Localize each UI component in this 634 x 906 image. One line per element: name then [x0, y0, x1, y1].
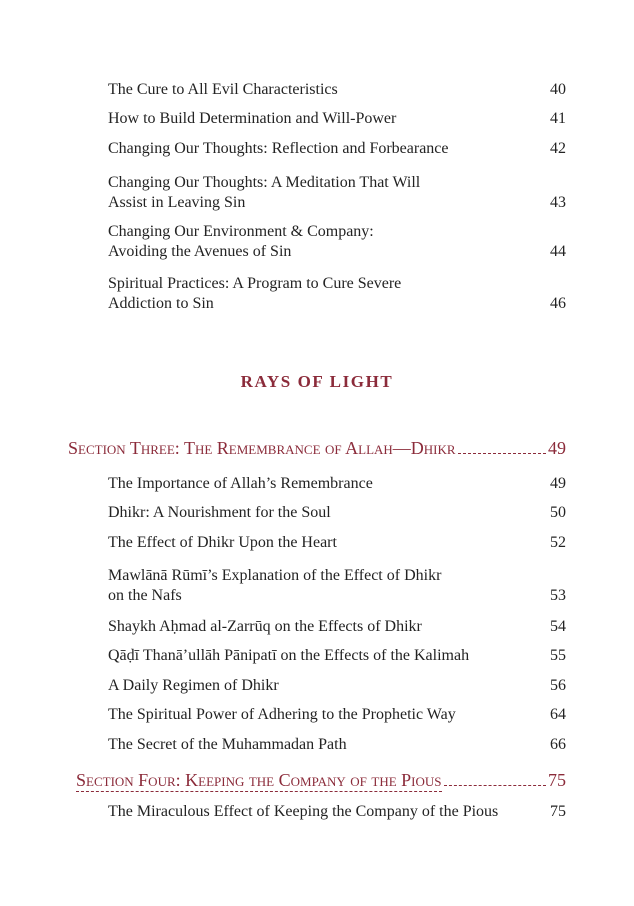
entry-page: 52	[550, 534, 566, 551]
toc-entry	[108, 802, 566, 822]
entry-title: The Secret of the Muhammadan Path	[108, 736, 347, 753]
section-four-heading	[76, 770, 566, 792]
toc-entry	[108, 474, 566, 494]
toc-entry	[108, 735, 566, 755]
entry-title-line2: Avoiding the Avenues of Sin	[108, 243, 292, 260]
entry-page: 55	[550, 647, 566, 664]
toc-entry	[108, 566, 566, 606]
toc-entry	[108, 222, 566, 262]
entry-page: 64	[550, 706, 566, 723]
entry-title-line1: Changing Our Thoughts: A Meditation That Will	[108, 174, 421, 191]
entry-title: The Importance of Allah’s Remembrance	[108, 475, 373, 492]
entry-page: 41	[550, 110, 566, 127]
dot-leader	[458, 443, 546, 454]
toc-entry	[108, 139, 566, 159]
toc-entry	[108, 533, 566, 553]
entry-page: 53	[550, 587, 566, 604]
toc-entry	[108, 274, 566, 314]
entry-title: The Miraculous Effect of Keeping the Company of the Pious	[108, 803, 499, 820]
toc-entry	[108, 646, 566, 666]
entry-title: A Daily Regimen of Dhikr	[108, 677, 279, 694]
entry-title-line1: Changing Our Environment & Company:	[108, 223, 374, 240]
section-title: Section Three: The Remembrance of Allah—Dhikr	[68, 438, 456, 458]
entry-title: How to Build Determination and Will-Power	[108, 110, 397, 127]
entry-page: 66	[550, 736, 566, 753]
entry-page: 44	[550, 243, 566, 260]
entry-title: Qāḍī Thanā’ullāh Pānipatī on the Effects of the Kalimah	[108, 647, 470, 664]
entry-page: 43	[550, 194, 566, 211]
entry-title: Dhikr: A Nourishment for the Soul	[108, 504, 331, 521]
entry-title: Changing Our Thoughts: Reflection and Forbearance	[108, 140, 449, 157]
toc-entry	[108, 617, 566, 637]
section-page: 75	[548, 770, 566, 790]
entry-page: 40	[550, 81, 566, 98]
entry-page: 46	[550, 295, 566, 312]
entry-title-line2: Addiction to Sin	[108, 295, 214, 312]
toc-entry	[108, 109, 566, 129]
section-title: Section Four: Keeping the Company of the Pious	[76, 770, 442, 790]
entry-page: 54	[550, 618, 566, 635]
entry-title: The Spiritual Power of Adhering to the Prophetic Way	[108, 706, 456, 723]
entry-page: 56	[550, 677, 566, 694]
entry-page: 42	[550, 140, 566, 157]
entry-title: The Effect of Dhikr Upon the Heart	[108, 534, 337, 551]
toc-entry	[108, 676, 566, 696]
entry-page: 75	[550, 803, 566, 820]
entry-title-line1: Mawlānā Rūmī’s Explanation of the Effect of Dhikr	[108, 567, 442, 584]
toc-entry	[108, 705, 566, 725]
toc-entry	[108, 173, 566, 213]
part-heading: RAYS OF LIGHT	[240, 372, 394, 391]
entry-title-line2: on the Nafs	[108, 587, 182, 604]
entry-title: Shaykh Aḥmad al-Zarrūq on the Effects of Dhikr	[108, 618, 422, 635]
section-three-heading	[68, 438, 566, 459]
section-page: 49	[548, 438, 566, 458]
entry-title: The Cure to All Evil Characteristics	[108, 81, 338, 98]
entry-title-line2: Assist in Leaving Sin	[108, 194, 246, 211]
toc-entry	[108, 80, 566, 100]
entry-title-line1: Spiritual Practices: A Program to Cure Severe	[108, 275, 402, 292]
dot-leader	[444, 775, 546, 786]
entry-page: 50	[550, 504, 566, 521]
entry-page: 49	[550, 475, 566, 492]
toc-entry	[108, 503, 566, 523]
